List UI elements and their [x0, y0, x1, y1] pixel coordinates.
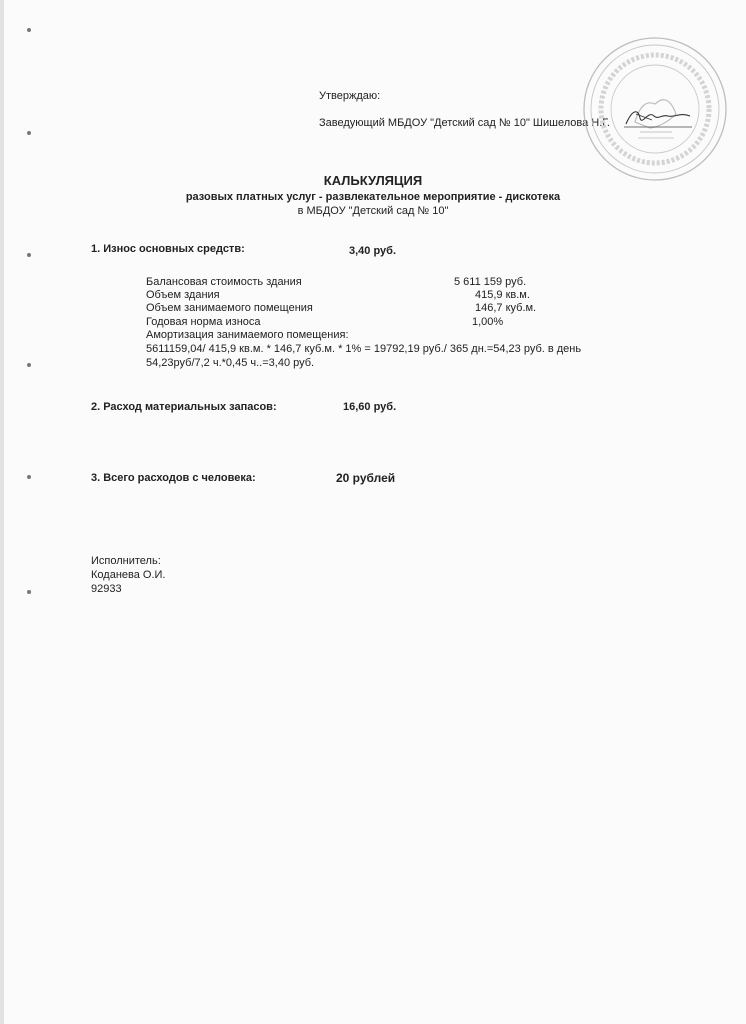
document-subtitle: разовых платных услуг - развлекательное мероприятие - дискотека — [185, 191, 561, 203]
row-rate-label: Годовая норма износа — [146, 316, 261, 328]
row-balance-value: 5 611 159 руб. — [454, 276, 527, 288]
section2-value: 16,60 руб. — [343, 401, 397, 413]
section1-heading: 1. Износ основных средств: — [91, 243, 245, 255]
scan-mark — [27, 363, 31, 367]
executor-phone: 92933 — [91, 583, 122, 595]
section3-value: 20 рублей — [336, 471, 396, 485]
row-occupied-label: Объем занимаемого помещения — [146, 302, 313, 314]
scan-mark — [27, 131, 31, 135]
amortization-calc-line: 54,23руб/7,2 ч.*0,45 ч..=3,40 руб. — [146, 357, 315, 369]
document-subtitle-org: в МБДОУ "Детский сад № 10" — [297, 205, 449, 217]
scan-mark — [27, 475, 31, 479]
row-rate-value: 1,00% — [472, 316, 504, 328]
head-signature-line: Заведующий МБДОУ "Детский сад № 10" Шишелова Н.Г. — [319, 117, 610, 129]
executor-label: Исполнитель: — [91, 555, 161, 567]
scan-edge — [0, 0, 4, 1024]
row-occupied-value: 146,7 куб.м. — [475, 302, 537, 314]
scan-mark — [27, 28, 31, 32]
executor-name: Коданева О.И. — [91, 569, 166, 581]
scan-mark — [27, 253, 31, 257]
amortization-calc-line: 5611159,04/ 415,9 кв.м. * 146,7 куб.м. * 1% = 19792,19 руб./ 365 дн.=54,23 руб. в день — [146, 343, 582, 355]
approve-label: Утверждаю: — [319, 90, 381, 102]
document-title: КАЛЬКУЛЯЦИЯ — [323, 173, 423, 188]
row-balance-label: Балансовая стоимость здания — [146, 276, 302, 288]
scan-mark — [27, 590, 31, 594]
section2-heading: 2. Расход материальных запасов: — [91, 401, 277, 413]
section1-value: 3,40 руб. — [349, 245, 397, 257]
amortization-label: Амортизация занимаемого помещения: — [146, 329, 349, 341]
section3-heading: 3. Всего расходов с человека: — [91, 472, 256, 484]
row-volume-value: 415,9 кв.м. — [475, 289, 530, 301]
signature-icon — [622, 104, 694, 130]
row-volume-label: Объем здания — [146, 289, 220, 301]
